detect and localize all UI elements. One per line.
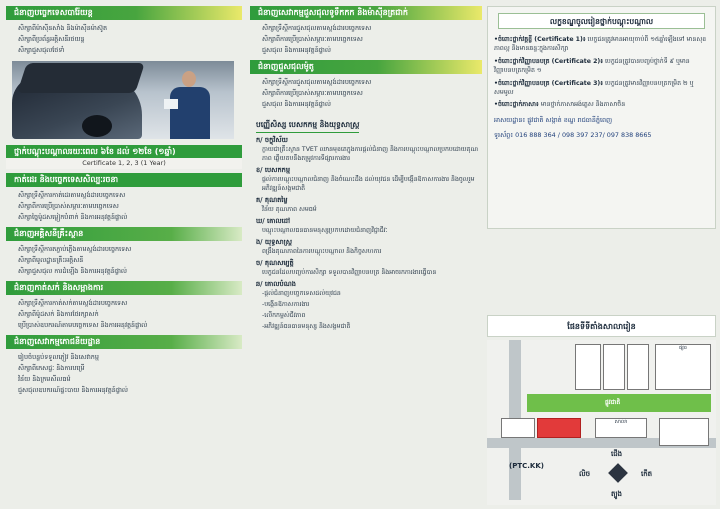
contact-address: អាសយដ្ឋាន៖ ផ្លូវជាតិ សង្កាត់ ខណ្ឌ រាជធានីភ្នំពេញ: [494, 115, 613, 124]
map-title: ផែនទីទីតាំងសាលារៀន: [487, 315, 716, 337]
list-auto: [6, 23, 242, 56]
map-building: [501, 418, 535, 438]
list-item: • សិក្សាពីប្រព័ន្ធអគ្គិសនីរថយន្ត: [18, 34, 242, 45]
map-road-label: ផ្លូវជាតិ: [605, 399, 621, 406]
block-text: បេក្ខជនដែលបញ្ចប់ការសិក្សា ទទួលបានវិញ្ញាបនបត្រ និងអាចរកការងារធ្វើបាន: [262, 269, 437, 276]
goal-item: -ផ្តល់ជំនាញបច្ចេកទេសដល់យុវជន: [262, 290, 341, 297]
list-sewing: [6, 190, 242, 223]
goal-item: -លើកកម្ពស់ជីវភាព: [262, 312, 306, 319]
admission-item: •ចំពោះថ្នាក់ភាសា៖ មានថ្នាក់ភាសាអង់គ្លេស និងភាសាចិន: [494, 101, 626, 109]
block-heading: ខ/ បេសកកម្ម: [256, 166, 291, 174]
admission-box: [487, 6, 716, 229]
block-heading: ឃ/ គោលដៅ: [256, 217, 291, 225]
car-hood: [17, 63, 145, 93]
list-item: • សិក្សាជួសជុលថែទាំ: [18, 45, 242, 56]
section-header-electric: ជំនាញអគ្គិសនីគ្រឹះស្ថាន: [6, 227, 242, 241]
mechanic-photo: [12, 61, 234, 139]
list-item: • សិក្សាច្នៃម៉ូដសម្លៀកបំពាក់ និងការអនុវត្តន៍ផ្ទាល់: [18, 212, 242, 223]
compass-east: កើត: [641, 470, 653, 478]
list-item: • វិន័យ និងក្រមសីលធម៌: [18, 374, 242, 385]
list-item: • ជួសជុលឧបករណ៍ផ្ទះបាយ និងការអនុវត្តន៍ផ្ទាល់: [18, 385, 242, 396]
section-header-restaurant: ជំនាញសេវាកម្មភោជនីយដ្ឋាន: [6, 335, 242, 349]
block-text: វិន័យ គុណភាព សមធម៌: [262, 206, 317, 213]
section-header-auto: ជំនាញបច្ចេកទេសបារ៉ែយន្ត: [6, 6, 242, 20]
column-right: [487, 6, 716, 229]
list-item: • សិក្សាពីការប្រើប្រាស់សម្ភារៈតាមបច្ចេកទេស: [262, 34, 482, 45]
map-building: [575, 344, 601, 390]
list-item: • សិក្សាពីមូលដ្ឋានគ្រឹះអគ្គិសនី: [18, 255, 242, 266]
section-header-hair: ជំនាញកាត់សក់ និងសម្អាងការ: [6, 281, 242, 295]
list-electric: [6, 244, 242, 277]
list-item: • សិក្សាទ្រឹស្តីការតភ្ជាប់ភ្លើងតាមស្តង់ដារបច្ចេកទេស: [18, 244, 242, 255]
list-item: • ជួសជុល និងការអនុវត្តន៍ផ្ទាល់: [262, 99, 482, 110]
compass-south: ត្បូង: [611, 490, 622, 498]
list-item: • សិក្សាទ្រឹស្តីការកាត់សក់តាមស្តង់ដារបច្ចេកទេស: [18, 298, 242, 309]
block-text: ពង្រឹងគុណភាពនៃការបណ្តុះបណ្តាល និងកិច្ចសហការ: [262, 248, 382, 255]
block-heading: គ/ គុណតម្លៃ: [256, 196, 288, 204]
map-building-school: សាលា: [595, 418, 647, 438]
map-building: [627, 344, 649, 390]
list-item: • សិក្សាពីការប្រើប្រាស់សម្ភារៈតាមបច្ចេកទេស: [18, 201, 242, 212]
compass-icon: [608, 463, 628, 483]
list-item: • សិក្សាជួសជុល ការដំឡើង និងការអនុវត្តន៍ផ្ទាល់: [18, 266, 242, 277]
goal-item: -អភិវឌ្ឍន៍ធនធានមនុស្ស និងសង្គមជាតិ: [262, 323, 351, 330]
list-item: • សិក្សាទ្រឹស្តីការជួសជុលតាមស្តង់ដារបច្ចេកទេស: [262, 23, 482, 34]
list-item: • សិក្សាទ្រឹស្តីការកាត់ដេរតាមស្តង់ដារបច្ចេកទេស: [18, 190, 242, 201]
map-school-label: (PTC.KK): [509, 462, 544, 470]
list-item: • សិក្សាពីម៉ាស៊ីនសាំង និងម៉ាស៊ីនម៉ាស៊ូត: [18, 23, 242, 34]
section-header-sewing: កាត់ដេរ និងបច្ចេកទេសសិល្បៈរចនា: [6, 173, 242, 187]
car-wheel: [82, 115, 112, 137]
list-fridge: [250, 23, 482, 56]
contact-phone: ទូរស័ព្ទ៖ 016 888 364 / 098 397 237/ 097 838 8665: [494, 131, 652, 140]
list-item: • សិក្សាពីម៉ូដសក់ និងការថែរក្សាសក់: [18, 309, 242, 320]
admission-title: លក្ខខណ្ឌចូលរៀនថ្នាក់បណ្តុះបណ្តាល: [498, 13, 705, 29]
block-heading: ង/ យុទ្ធសាស្ត្រ: [256, 238, 292, 246]
list-item: • សិក្សាពីភេសជ្ជៈ និងការបម្រើ: [18, 363, 242, 374]
admission-item: •ចំពោះថ្នាក់វគ្គខ្លី (Certificate 1)៖ បេក្ខជនត្រូវមានអាយុចាប់ពី ១៥ឆ្នាំឡើងទៅ មានសុខភាពល្អ និងមានឆន្ទៈក្នុងការសិក្សា: [494, 36, 707, 53]
map-building: [659, 418, 709, 446]
map-building: [603, 344, 625, 390]
list-restaurant: [6, 352, 242, 396]
admission-item: •ចំពោះថ្នាក់វិញ្ញាបនបត្រ (Certificate 3)៖ បេក្ខជនត្រូវមានវិញ្ញាបនបត្រកម្រិត ២ ឬសមមូល: [494, 79, 694, 97]
map-building-market: ផ្សារ: [655, 344, 711, 390]
admission-item: •ចំពោះថ្នាក់វិញ្ញាបនបត្រ (Certificate 2)៖ បេក្ខជនត្រូវបានបញ្ចប់ថ្នាក់ទី ៩ ឬមានវិញ្ញាបនបត្រកម្រិត ១: [494, 57, 690, 75]
certificate-subtitle: Certificate 1, 2, 3 (1 Year): [6, 158, 242, 169]
map-school-location: [537, 418, 581, 438]
column-middle: [250, 6, 482, 333]
block-text: ផ្តល់ការបណ្តុះបណ្តាលជំនាញ និងចំណេះដឹង ដល់យុវជន ដើម្បីបង្កើនឱកាសការងារ និងចូលរួមអភិវឌ្ឍន៍សង្គមជាតិ: [262, 176, 475, 192]
list-item: • ប្រើប្រាស់ឧបករណ៍តាមបច្ចេកទេស និងការអនុវត្តន៍ផ្ទាល់: [18, 320, 242, 331]
list-item: • សិក្សាពីការប្រើប្រាស់សម្ភារៈតាមបច្ចេកទេស: [262, 88, 482, 99]
mechanic-figure: [164, 71, 214, 139]
compass-north: ជើង: [611, 450, 623, 458]
block-heading: ក/ ចក្ខុវិស័យ: [256, 136, 288, 144]
vision-section-title: បញ្ញើសិស្ស បេសកកម្ម និងយុទ្ធសាស្ត្រ: [256, 120, 359, 133]
list-hair: [6, 298, 242, 331]
compass-west: លិច: [579, 470, 591, 478]
section-header-fridge: ជំនាញសេវាកម្មជួសជុលទូទឹកកក និងម៉ាស៊ីនត្រជាក់: [250, 6, 482, 20]
list-item: • រៀបចំបន្ទប់ទទួលភ្ញៀវ និងសេវាកម្ម: [18, 352, 242, 363]
block-heading: ឆ/ គោលបំណង: [256, 280, 296, 288]
block-text: បណ្តុះបណ្តាលធនធានមនុស្សប្រកបដោយជំនាញវិជ្ជាជីវៈ: [262, 227, 388, 234]
column-left: [6, 6, 242, 400]
location-map: [487, 340, 716, 505]
duration-banner: ថ្នាក់បណ្តុះបណ្តាលរយៈពេល ៦ខែ ដល់ ១២ខែ (១ឆ្នាំ): [6, 145, 242, 158]
list-item: • ជួសជុល និងការអនុវត្តន៍ផ្ទាល់: [262, 45, 482, 56]
list-moto: [250, 77, 482, 110]
block-heading: ច/ គុណសម្បត្តិ: [256, 259, 294, 267]
goal-item: -បង្កើនឱកាសការងារ: [262, 301, 310, 308]
block-text: ក្លាយជាគ្រឹះស្ថាន TVET ឈានមុខគេក្នុងការផ្តល់ជំនាញ និងការបណ្តុះបណ្តាលប្រកបដោយគុណភាព ឆ្លើយតបនឹងតម្រូវការទីផ្សារការងារ: [262, 146, 479, 162]
section-header-moto: ជំនាញជួសជុលម៉ូតូ: [250, 60, 482, 74]
list-item: • សិក្សាទ្រឹស្តីការជួសជុលតាមស្តង់ដារបច្ចេកទេស: [262, 77, 482, 88]
